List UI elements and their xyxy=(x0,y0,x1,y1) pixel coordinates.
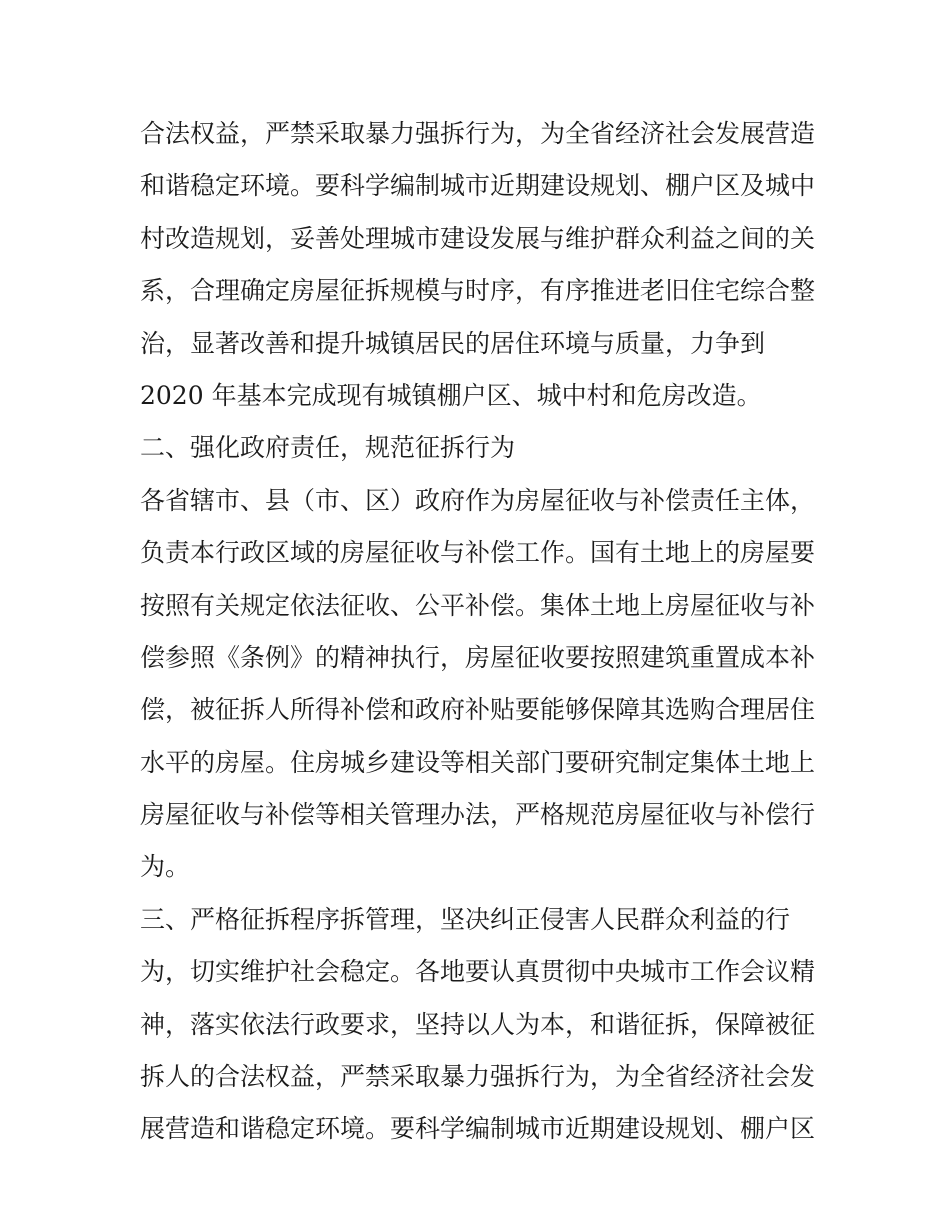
text-line: 房屋征收与补偿等相关管理办法，严格规范房屋征收与补偿行 xyxy=(140,800,816,830)
text-line: 偿，被征拆人所得补偿和政府补贴要能够保障其选购合理居住 xyxy=(140,695,816,725)
body-text xyxy=(140,108,820,1156)
text-line: 偿参照《条例》的精神执行，房屋征收要按照建筑重置成本补 xyxy=(140,642,816,672)
text-line: 系，合理确定房屋征拆规模与时序，有序推进老旧住宅综合整 xyxy=(140,276,816,306)
text-line: 2020 年基本完成现有城镇棚户区、城中村和危房改造。 xyxy=(140,380,762,410)
text-line: 负责本行政区域的房屋征收与补偿工作。国有土地上的房屋要 xyxy=(140,538,816,568)
text-line: 按照有关规定依法征收、公平补偿。集体土地上房屋征收与补 xyxy=(140,590,816,620)
text-line: 为，切实维护社会稳定。各地要认真贯彻中央城市工作会议精 xyxy=(140,957,816,987)
section-heading-3: 三、严格征拆程序拆管理，坚决纠正侵害人民群众利益的行 xyxy=(140,904,791,934)
text-line: 为。 xyxy=(140,852,191,882)
text-line: 合法权益，严禁采取暴力强拆行为，为全省经济社会发展营造 xyxy=(140,119,816,148)
text-line: 水平的房屋。住房城乡建设等相关部门要研究制定集体土地上 xyxy=(140,747,816,777)
text-line: 拆人的合法权益，严禁采取暴力强拆行为，为全省经济社会发 xyxy=(140,1062,816,1092)
text-line: 村改造规划，妥善处理城市建设发展与维护群众利益之间的关 xyxy=(140,223,816,253)
text-line: 和谐稳定环境。要科学编制城市近期建设规划、棚户区及城中 xyxy=(140,171,816,201)
text-line: 神，落实依法行政要求，坚持以人为本，和谐征拆，保障被征 xyxy=(140,1009,816,1039)
section-heading-2: 二、强化政府责任，规范征拆行为 xyxy=(140,433,516,463)
text-line: 展营造和谐稳定环境。要科学编制城市近期建设规划、棚户区 xyxy=(140,1114,816,1144)
text-line: 各省辖市、县（市、区）政府作为房屋征收与补偿责任主体， xyxy=(140,485,816,515)
text-line: 治，显著改善和提升城镇居民的居住环境与质量，力争到 xyxy=(140,328,766,358)
